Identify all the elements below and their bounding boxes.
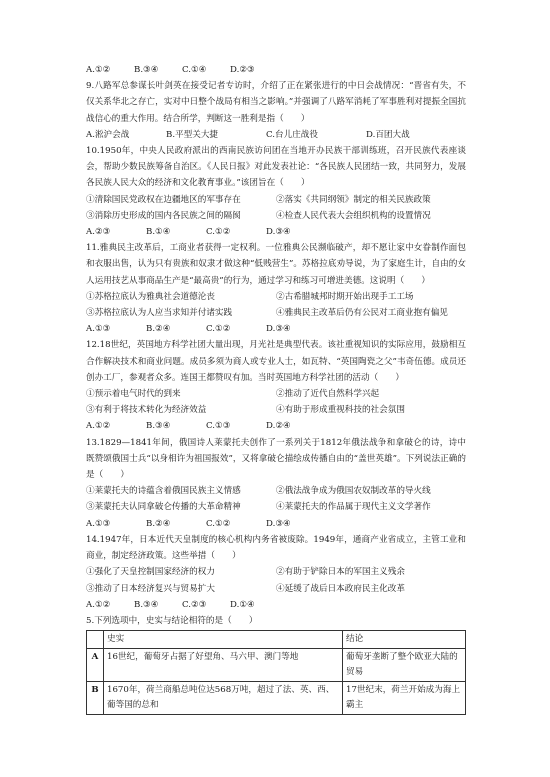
option-d: D.②④ bbox=[266, 421, 291, 432]
item-4: ④有助于形成重视科技的社会氛围 bbox=[276, 405, 405, 416]
question-10-items-row1 bbox=[86, 192, 466, 208]
option-b: B.③④ bbox=[134, 65, 159, 75]
question-12-items-row1 bbox=[86, 386, 466, 402]
option-a: A.①③ bbox=[86, 518, 111, 529]
option-d: D.③④ bbox=[266, 324, 291, 335]
row-key: A bbox=[87, 649, 104, 682]
option-d: D.③④ bbox=[266, 227, 291, 238]
question-13-stem: 13.1829—1841年间，俄国诗人莱蒙托夫创作了一系列关于1812年俄法战争和拿破仑的诗，诗中既赞颂俄国士兵“以身相许为祖国报效”，又将拿破仑描绘成传播自由的“盖世英雄”。下列说法正确的是（ ） bbox=[86, 437, 466, 481]
item-1: ①苏格拉底认为雅典社会道德沦丧 bbox=[86, 291, 215, 302]
item-3: ③推动了日本经济复兴与贸易扩大 bbox=[86, 583, 215, 594]
item-1: ①预示着电气时代的到来 bbox=[86, 389, 181, 400]
question-15-stem: 5.下列选项中，史实与结论相符的是（ ） bbox=[86, 615, 258, 626]
row-fact: 16世纪，葡萄牙占据了好望角、马六甲、澳门等地 bbox=[104, 649, 343, 682]
option-c: C.①③ bbox=[206, 421, 231, 432]
option-c: C.①② bbox=[206, 227, 231, 238]
option-d: D.百团大战 bbox=[366, 129, 410, 140]
option-b: B.③④ bbox=[134, 599, 159, 610]
item-4: ④延缓了战后日本政府民主化改革 bbox=[276, 583, 405, 594]
table-header-row bbox=[87, 631, 466, 649]
question-12-items-row2 bbox=[86, 402, 466, 418]
item-1: ①强化了天皇控制国家经济的权力 bbox=[86, 567, 215, 578]
question-14-stem: 14.1947年，日本近代天皇制度的核心机构内务省被废除。1949年，通商产业省成立，主管工业和商业，制定经济政策。这些举措（ ） bbox=[86, 534, 466, 562]
question-13-items-row1 bbox=[86, 483, 466, 499]
option-b: B.平型关大捷 bbox=[166, 129, 219, 140]
option-c: C.①② bbox=[206, 518, 231, 529]
option-c: C.②③ bbox=[182, 599, 207, 610]
option-a: A.①② bbox=[86, 599, 111, 610]
item-1: ①莱蒙托夫的诗蕴含着俄国民族主义情感 bbox=[86, 486, 241, 497]
question-10-items-row2 bbox=[86, 208, 466, 224]
exam-page bbox=[86, 62, 466, 715]
question-11-items-row2 bbox=[86, 305, 466, 321]
table-header-conclusion: 结论 bbox=[343, 631, 466, 649]
question-11-items-row1 bbox=[86, 289, 466, 305]
item-3: ③莱蒙托夫认同拿破仑传播的大革命精神 bbox=[86, 502, 241, 513]
option-c: C.①④ bbox=[182, 65, 207, 75]
option-a: A.②③ bbox=[86, 227, 111, 238]
item-3: ③有利于将技术转化为经济效益 bbox=[86, 405, 207, 416]
table-header-blank bbox=[87, 631, 104, 649]
item-2: ②落实《共同纲领》制定的相关民族政策 bbox=[276, 194, 431, 205]
item-4: ④检查人民代表大会组织机构的设置情况 bbox=[276, 210, 431, 221]
option-a: A.①② bbox=[86, 65, 111, 75]
table-row bbox=[87, 682, 466, 715]
option-b: B.②④ bbox=[146, 324, 171, 335]
question-13-options bbox=[86, 516, 466, 532]
question-11-stem: 11.雅典民主改革后，工商业者获得一定权利。一位雅典公民濒临破产，却不愿让家中女眷制作面包和衣服出售，认为只有贵族和奴隶才做这种“低贱营生”。苏格拉底劝导说，为了家庭生计，自由的女人运用技艺从事商品生产是“最高贵”的行为，通过学习和练习可增进美德。这说明（ ） bbox=[86, 243, 466, 286]
option-a: A.①③ bbox=[86, 324, 111, 335]
option-a: A.淞沪会战 bbox=[86, 129, 130, 140]
item-2: ②俄法战争成为俄国农奴制改革的导火线 bbox=[276, 486, 431, 497]
item-3: ③消除历史形成的国内各民族之间的隔阂 bbox=[86, 210, 241, 221]
question-12-stem: 12.18世纪，英国地方科学社团大量出现，月光社是典型代表。该社重视知识的实际应用，鼓励相互合作解决技术和商业问题。成员多须为商人或专业人士，如瓦特、“英国陶瓷之父”韦奇伍德。成员还创办工厂，参观者众多。连国王都赞叹有加。当时英国地方科学社团的活动（ ） bbox=[86, 340, 466, 383]
option-b: B.③④ bbox=[146, 421, 171, 432]
question-9-options bbox=[86, 127, 466, 143]
question-14-items-row1 bbox=[86, 564, 466, 580]
option-a: A.①② bbox=[86, 421, 111, 432]
prev-question-options bbox=[86, 62, 466, 78]
item-4: ④莱蒙托夫的作品属于现代主义文学著作 bbox=[276, 502, 431, 513]
table-header-fact: 史实 bbox=[104, 631, 343, 649]
question-10-stem: 10.1950年，中央人民政府派出的西南民族访问团在当地开办民族干部训练班，召开民族代表座谈会，帮助少数民族筹备自治区。《人民日报》对此发表社论：“各民族人民团结一致，共同努力，发展各民族人民大众的经济和文化教育事业。”该团旨在（ ） bbox=[86, 146, 466, 189]
table-row bbox=[87, 649, 466, 682]
option-c: C.台儿庄战役 bbox=[266, 129, 318, 140]
row-conclusion: 葡萄牙垄断了整个欧亚大陆的贸易 bbox=[343, 649, 466, 682]
question-12-options bbox=[86, 418, 466, 434]
item-3: ③苏格拉底认为人应当求知并付诸实践 bbox=[86, 308, 233, 319]
option-b: B.①④ bbox=[146, 227, 171, 238]
item-4: ④雅典民主改革后仍有公民对工商业抱有偏见 bbox=[276, 308, 448, 319]
option-d: D.③④ bbox=[266, 518, 291, 529]
question-11-options bbox=[86, 321, 466, 337]
question-9-stem: 9.八路军总参谋长叶剑英在接受记者专访时，介绍了正在紧张进行的中日会战情况：“晋省有失，不仅关系华北之存亡，实对中日整个战局有相当之影响。”并强调了八路军消耗了军事胜利对提振全国抗战信心的重大作用。结合所学，判断这一胜利是指（ ） bbox=[86, 81, 466, 124]
item-1: ①清除国民党政权在边疆地区的军事存在 bbox=[86, 194, 241, 205]
row-fact: 1670年，荷兰商船总吨位达568万吨，超过了法、英、西、葡等国的总和 bbox=[104, 682, 343, 715]
option-d: D.②③ bbox=[230, 65, 255, 75]
option-d: D.①④ bbox=[230, 599, 255, 610]
option-c: C.①② bbox=[206, 324, 231, 335]
option-b: B.②④ bbox=[146, 518, 171, 529]
row-key: B bbox=[87, 682, 104, 715]
question-14-options bbox=[86, 597, 466, 613]
question-13-items-row2 bbox=[86, 499, 466, 515]
item-2: ②古希腊城邦时期开始出现手工工场 bbox=[276, 291, 414, 302]
question-10-options bbox=[86, 224, 466, 240]
fact-conclusion-table bbox=[86, 630, 466, 715]
item-2: ②有助于铲除日本的军国主义残余 bbox=[276, 567, 405, 578]
item-2: ②推动了近代自然科学兴起 bbox=[276, 389, 380, 400]
row-conclusion: 17世纪末，荷兰开始成为海上霸主 bbox=[343, 682, 466, 715]
question-14-items-row2 bbox=[86, 581, 466, 597]
